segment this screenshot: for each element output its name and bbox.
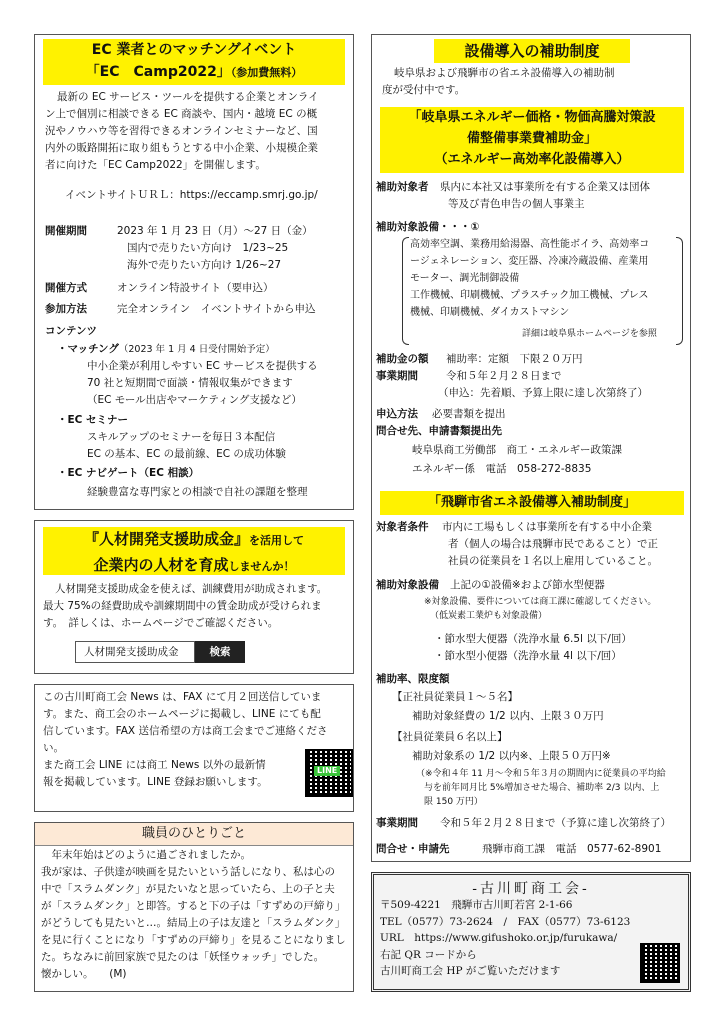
hp-qr-code-icon[interactable] [640, 943, 680, 983]
gifu-equip-1: 高効率空調、業務用給湯器、高性能ボイラ、高効率コ [410, 239, 650, 250]
jinzai-title-main: 企業内の人材を育成 [93, 556, 229, 574]
ec-title-free: （参加費無料） [230, 66, 303, 79]
subsidy-title: 設備導入の補助制度 [434, 39, 630, 63]
staff-line-2: 我が家は、子供達が映画を見たいという話しになり、私は心の [41, 866, 335, 878]
news-line-2: す。また、商工会のホームページに掲載し、LINE にても配 [43, 708, 321, 720]
hida-target-label: 対象者条件 [376, 521, 429, 533]
ec-intro-5: 者に向けた「EC Camp2022」を開催します。 [45, 159, 266, 171]
ec-join-label: 参加方法 [45, 303, 87, 315]
hida-equip: 上記の①設備※および節水型便器 [450, 579, 605, 591]
footer-url[interactable]: URL https://www.gifushoko.or.jp/furukawa/ [380, 932, 618, 944]
news-box [34, 684, 354, 812]
hida-rate2-heading: 【社員従業員６名以上】 [392, 731, 508, 743]
hida-title: 「飛騨市省エネ設備導入補助制度」 [380, 491, 684, 515]
hida-rate2: 補助対象系の 1/2 以内※、上限５０万円※ [412, 750, 611, 762]
ec-period: 2023 年 1 月 23 日（月）～27 日（金） [117, 225, 313, 237]
jinzai-box [34, 520, 354, 674]
footer-title: -古川町商工会- [472, 881, 590, 897]
hida-rate-label: 補助率、限度額 [376, 673, 450, 685]
ec-seminar-heading: ・EC セミナー [57, 414, 129, 426]
footer-qr-text-1: 右記 QR コードから [380, 948, 477, 961]
hida-period: 令和５年２月２８日まで（予算に達し次第終了） [440, 817, 671, 829]
gifu-amount-label: 補助金の額 [376, 353, 429, 365]
jinzai-title-suffix: を活用して [249, 534, 304, 547]
footer-box [371, 872, 691, 992]
jinzai-title-end: しませんか！ [228, 560, 295, 573]
staff-line-3: 中で「スラムダンク」が見たいなと思っていたら、上の子と夫 [41, 883, 335, 895]
ec-period-overseas: 海外で売りたい方向け 1/26~27 [127, 259, 282, 271]
staff-line-1: 年末年始はどのように過ごされましたか。 [41, 849, 251, 861]
gifu-period: 令和５年２月２８日まで [446, 370, 562, 382]
ec-matching-line-2: 70 社と短期間で面談・情報収集ができます [87, 377, 293, 389]
ec-matching-note: （2023 年 1 月 4 日受付開始予定） [118, 344, 275, 355]
hida-target-3: 社員の従業員を１名以上雇用していること。 [448, 555, 658, 567]
gifu-amount: 補助率：定額 下限２０万円 [446, 353, 583, 365]
staff-line-5: がどうしても見たいと…。結局上の子は友達と「スラムダンク」 [41, 917, 346, 929]
staff-line-4: が「スラムダンク」と即答。すると下の子は「すずめの戸締り」 [41, 900, 346, 912]
ec-matching-line-3: （EC モール出店やマーケティング支援など） [87, 394, 302, 406]
ec-method-label: 開催方式 [45, 282, 87, 294]
hida-contact-label: 問合せ・申請先 [376, 843, 450, 855]
gifu-title-1: 「岐阜県エネルギー価格・物価高騰対策設 [408, 110, 656, 125]
jinzai-line-3: す。 詳しくは、ホームページでご確認ください。 [43, 617, 279, 629]
staff-line-8: 懐かしい。 (M) [41, 968, 127, 980]
equip-brace-left [402, 237, 409, 345]
ec-period-domestic: 国内で売りたい方向け 1/23~25 [127, 242, 289, 254]
ec-intro-2: ン上で個別に相談できる EC 商談や、国内・越境 EC の概 [45, 108, 318, 120]
ec-title-name: 「EC Camp2022」 [85, 64, 231, 80]
gifu-target-2: 等及び青色申告の個人事業主 [448, 198, 585, 210]
footer-address: 〒509-4221 飛騨市古川町若宮 2-1-66 [380, 899, 573, 911]
gifu-equip-3: モーター、調光制御設備 [410, 273, 520, 284]
hida-equip-label: 補助対象設備 [376, 579, 439, 591]
hida-contact: 飛騨市商工課 電話 0577-62-8901 [482, 843, 662, 855]
staff-line-7: た。ちなみに前回家族で見たのは「妖怪ウォッチ」でした。 [41, 951, 325, 963]
ec-join: 完全オンライン イベントサイトから申込 [117, 303, 316, 315]
gifu-target-label: 補助対象者 [376, 181, 429, 193]
ec-contents-label: コンテンツ [45, 325, 97, 337]
ec-intro-4: 内外の販路開拓に取り組もうとする中小企業、小規模企業 [45, 142, 318, 154]
ec-title-line1: EC 業者とのマッチングイベント [91, 42, 297, 58]
equip-brace-right [676, 237, 683, 345]
ec-intro-1: 最新の EC サービス・ツールを提供する企業とオンライ [57, 91, 319, 103]
gifu-contact-1: 岐阜県商工労働部 商工・エネルギー政策課 [412, 444, 622, 456]
hida-toilet-1: ・節水型大便器（洗浄水量 6.5l 以下/回） [434, 633, 632, 645]
gifu-apply-label: 申込方法 [376, 408, 418, 420]
hida-period-label: 事業期間 [376, 817, 418, 829]
gifu-equip-5: 機械、印刷機械、ダイカストマシン [410, 307, 570, 318]
news-line-5: また商工会 LINE には商工 News 以外の最新情 [43, 759, 266, 771]
jinzai-title-name: 『人材開発支援助成金』 [83, 530, 249, 548]
hida-target-2: 者（個人の場合は飛騨市民であること）で正 [448, 538, 658, 550]
gifu-title-band [380, 107, 684, 173]
hida-rate1: 補助対象経費の 1/2 以内、上限３０万円 [412, 710, 604, 722]
news-line-3: 信しています。FAX 送信希望の方は商工会までご連絡くださ [43, 725, 328, 737]
jinzai-line-2: 最大 75%の経費助成や訓練期間中の賃金助成が受けられま [43, 600, 322, 612]
footer-qr-text-2: 古川町商工会 HP がご覧いただけます [380, 965, 561, 977]
footer-tel-fax: TEL（0577）73-2624 / FAX（0577）73-6123 [380, 915, 631, 928]
hida-toilet-2: ・節水型小便器（洗浄水量 4l 以下/回） [434, 650, 622, 662]
gifu-apply: 必要書類を提出 [432, 408, 506, 420]
gifu-period-label: 事業期間 [376, 370, 418, 382]
hida-equip-note-1: ※対象設備、要件については商工課に確認してください。 [424, 597, 657, 607]
hida-rate-note-1: （※令和４年 11 月～令和５年３月の期間内に従業員の平均給 [416, 769, 666, 779]
staff-box [34, 822, 354, 992]
line-qr-label: LINE [314, 766, 340, 776]
ec-seminar-line-1: スキルアップのセミナーを毎日３本配信 [87, 431, 276, 443]
hida-target-1: 市内に工場もしくは事業所を有する中小企業 [442, 521, 652, 533]
gifu-contact-2: エネルギー係 電話 058-272-8835 [412, 463, 592, 475]
ec-navi-line: 経験豊富な専門家との相談で自社の課題を整理 [87, 486, 308, 498]
gifu-title-2: 備整備事業費補助金」 [466, 131, 597, 146]
ec-navi-heading: ・EC ナビゲート（EC 相談） [57, 467, 200, 479]
ec-matching-heading: ・マッチング [57, 343, 119, 355]
jinzai-search-button[interactable]: 検索 [195, 641, 245, 663]
jinzai-search-box[interactable]: 人材開発支援助成金 [75, 641, 195, 663]
staff-title: 職員のひとりごと [35, 823, 353, 846]
ec-seminar-line-2: EC の基本、EC の最前線、EC の成功体験 [87, 448, 286, 460]
gifu-contact-label: 問合せ先、申請書類提出先 [376, 425, 502, 437]
ec-intro-3: 況やノウハウ等を習得できるオンラインセミナーなど、国 [45, 125, 318, 137]
hida-rate1-heading: 【正社員従業員１～５名】 [392, 691, 518, 703]
gifu-equip-4: 工作機械、印刷機械、プラスチック加工機械、プレス [410, 290, 649, 301]
news-line-4: い。 [43, 742, 64, 754]
news-line-6: 報を掲載しています。LINE 登録お願いします。 [43, 776, 268, 788]
gifu-equip-2: ージェネレーション、変圧器、冷凍冷蔵設備、産業用 [410, 256, 649, 267]
ec-period-label: 開催期間 [45, 225, 87, 237]
ec-method: オンライン特設サイト（要申込） [117, 282, 274, 294]
gifu-target-1: 県内に本社又は事業所を有する企業又は団体 [440, 181, 650, 193]
hida-rate-note-3: 限 150 万円） [424, 797, 483, 807]
jinzai-line-1: 人材開発支援助成金を使えば、訓練費用が助成されます。 [55, 583, 328, 595]
jinzai-title-band [43, 527, 345, 575]
ec-matching-line-1: 中小企業が利用しやすい EC サービスを提供する [87, 360, 318, 372]
subsidy-intro-1: 岐阜県および飛騨市の省エネ設備導入の補助制 [394, 67, 615, 79]
gifu-period-note: （申込：先着順、予算上限に達し次第終了） [438, 387, 648, 399]
ec-title-band [43, 39, 345, 85]
subsidy-intro-2: 度が受付中です。 [382, 84, 466, 96]
staff-line-6: を見に行くことになり「すずめの戸締り」を見ることになりまし [41, 934, 346, 946]
gifu-title-3: （エネルギー高効率化設備導入） [434, 152, 630, 167]
news-line-1: この古川町商工会 News は、FAX にて月２回送信していま [43, 691, 322, 703]
hida-rate-note-2: 与を前年同月比 5%増加させた場合、補助率 2/3 以内、上 [424, 783, 660, 793]
gifu-equip-label: 補助対象設備・・・① [376, 221, 480, 233]
ec-camp-box [34, 34, 354, 510]
ec-site-url[interactable]: イベントサイトＵＲＬ：https://eccamp.smrj.go.jp/ [65, 189, 318, 201]
subsidy-box [371, 34, 691, 862]
gifu-equip-note: 詳細は岐阜県ホームページを参照 [522, 329, 657, 339]
hida-equip-note-2: （低炭素工業炉も対象設備） [430, 611, 548, 621]
